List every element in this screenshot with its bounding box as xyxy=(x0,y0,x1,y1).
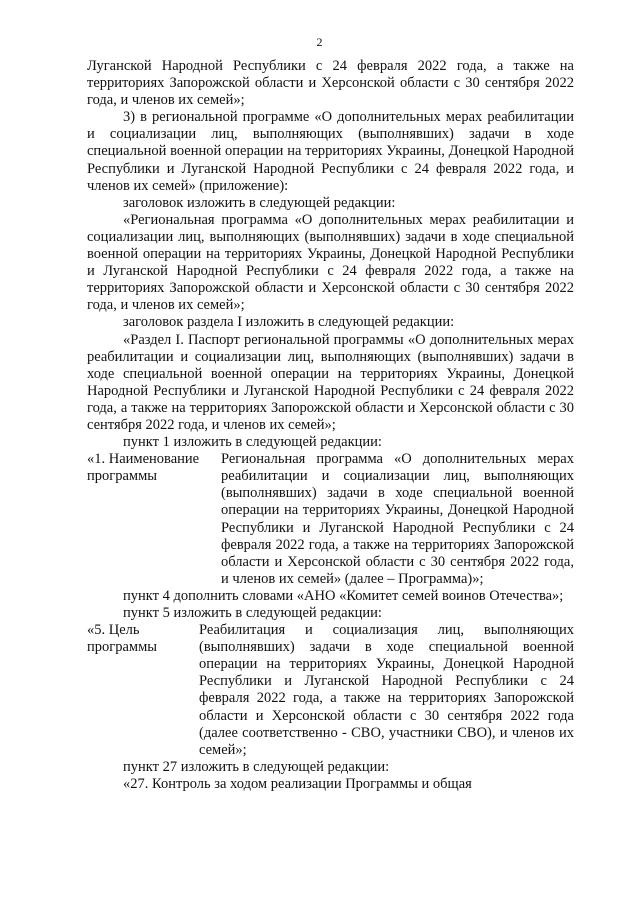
page-number: 2 xyxy=(316,35,323,49)
paragraph: пункт 4 дополнить словами «АНО «Комитет семей воинов Отечества»; xyxy=(123,587,564,604)
document-body xyxy=(87,58,574,793)
paragraph: «Региональная программа «О дополнительных мерах реабилитации и социализации лиц, выполняющих (выполнявших) задачи в ходе специальной военной операции на территориях Украины, Донецкой Народной Республики и Луганской Народной Республики с 24 февраля 2022 года, а также на территориях Запорожской области и Херсонской области с 30 сентября 2022 года, и членов их семей»; xyxy=(87,211,574,314)
passport-row-program-name xyxy=(87,451,574,588)
paragraph: заголовок раздела I изложить в следующей редакции: xyxy=(123,314,455,331)
paragraph: пункт 27 изложить в следующей редакции: xyxy=(123,758,390,775)
passport-row-program-goal xyxy=(87,622,574,759)
passport-row-value: Региональная программа «О дополнительных мерах реабилитации и социализации лиц, выполняющих (выполнявших) задачи в ходе специальной военной операции на территориях Украины, Донецкой Народной Республики и Луганской Народной Республики с 24 февраля 2022 года, а также на территориях Запорожской области и Херсонской области с 30 сентября 2022 года, и членов их семей» (далее – Программа)»; xyxy=(221,451,574,587)
passport-row-label: «1. Наименование программы xyxy=(87,451,200,485)
passport-row-label: «5. Цель программы xyxy=(87,622,157,656)
paragraph: 3) в региональной программе «О дополнительных мерах реабилитации и социализации лиц, выполняющих (выполнявших) задачи в ходе специальной военной операции на территориях Украины, Донецкой Народной Республики и Луганской Народной Республики с 24 февраля 2022 года, и членов их семей» (приложение): xyxy=(87,109,574,194)
paragraph: заголовок изложить в следующей редакции: xyxy=(123,194,396,211)
paragraph: «Раздел I. Паспорт региональной программы «О дополнительных мерах реабилитации и социализации лиц, выполняющих (выполнявших) задачи в ходе специальной военной операции на территориях Украины, Донецкой Народной Республики и Луганской Народной Республики с 24 февраля 2022 года, а также на территориях Запорожской области и Херсонской области с 30 сентября 2022 года, и членов их семей»; xyxy=(87,331,574,433)
paragraph: пункт 1 изложить в следующей редакции: xyxy=(123,434,382,451)
paragraph: «27. Контроль за ходом реализации Программы и общая xyxy=(123,775,472,792)
paragraph: Луганской Народной Республики с 24 февраля 2022 года, а также на территориях Запорожской области и Херсонской области с 30 сентября 2022 года, и членов их семей»; xyxy=(87,58,574,109)
paragraph: пункт 5 изложить в следующей редакции: xyxy=(123,605,382,621)
passport-row-value: Реабилитация и социализация лиц, выполняющих (выполнявших) задачи в ходе специальной военной операции на территориях Украины, Донецкой Народной Республики и Луганской Народной Республики с 24 февраля 2022 года, а также на территориях Запорожской области и Херсонской области с 30 сентября 2022 года (далее соответственно - СВО, участники СВО), и членов их семей»; xyxy=(199,622,574,758)
